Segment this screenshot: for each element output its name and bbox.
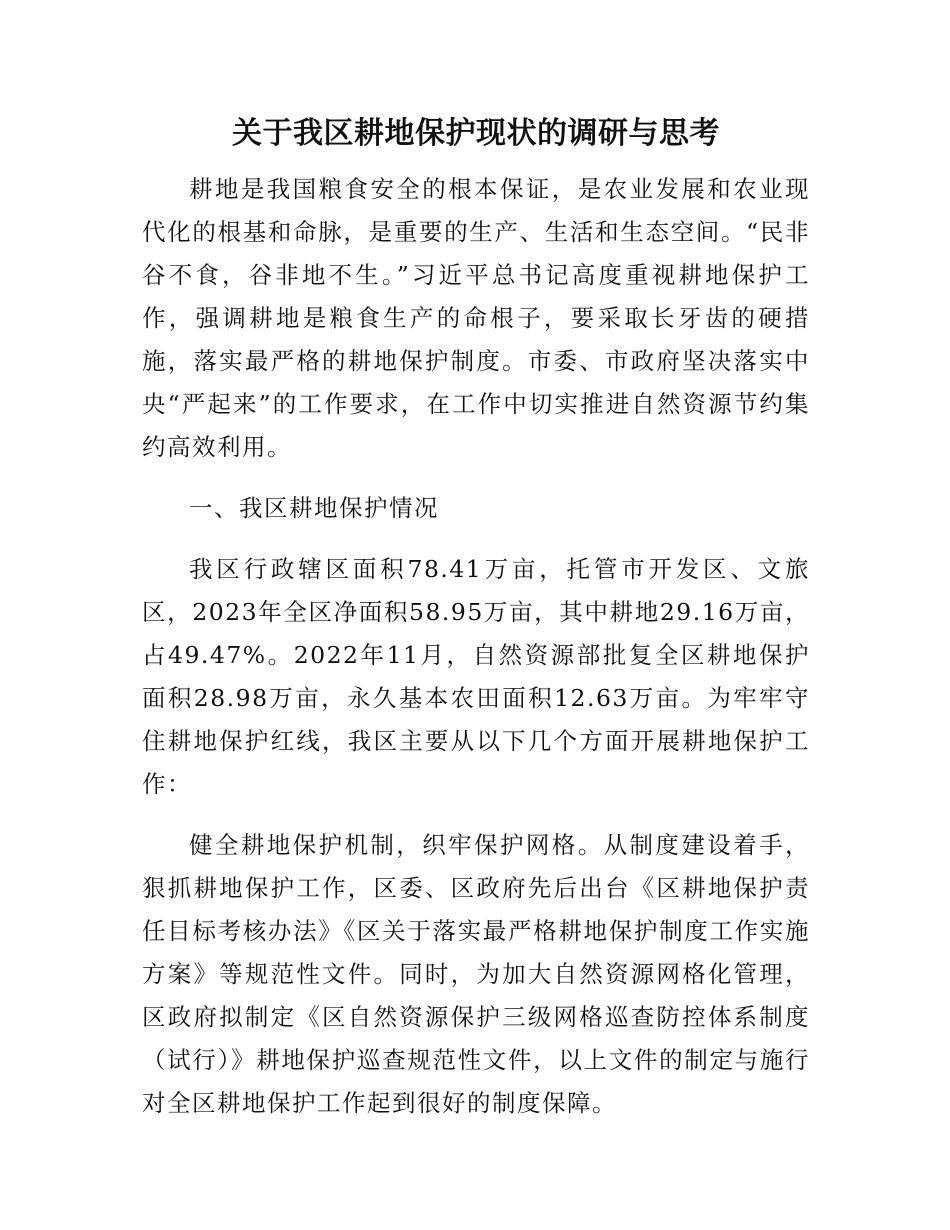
document-title: 关于我区耕地保护现状的调研与思考 xyxy=(232,116,720,151)
land-statistics-paragraph: 我区行政辖区面积78.41万亩，托管市开发区、文旅区，2023年全区净面积58.95万亩，其中耕地29.16万亩，占49.47%。2022年11月，自然资源部批复全区耕地保护面积28.98万亩，永久基本农田面积12.63万亩。为牢牢守住耕地保护红线，我区主要从以下几个方面开展耕地保护工作： xyxy=(142,555,810,798)
section-heading: 一、我区耕地保护情况 xyxy=(189,494,439,522)
document-body xyxy=(142,112,810,1143)
intro-paragraph: 耕地是我国粮食安全的根本保证，是农业发展和农业现代化的根基和命脉，是重要的生产、生活和生态空间。“民非谷不食，谷非地不生。”习近平总书记高度重视耕地保护工作，强调耕地是粮食生产的命根子，要采取长牙齿的硬措施，落实最严格的耕地保护制度。市委、市政府坚决落实中央“严起来”的工作要求，在工作中切实推进自然资源节约集约高效利用。 xyxy=(142,175,810,461)
protection-mechanism-paragraph: 健全耕地保护机制，织牢保护网格。从制度建设着手，狠抓耕地保护工作，区委、区政府先后出台《区耕地保护责任目标考核办法》《区关于落实最严格耕地保护制度工作实施方案》等规范性文件。同时，为加大自然资源网格化管理，区政府拟制定《区自然资源保护三级网格巡查防控体系制度（试行）》耕地保护巡查规范性文件，以上文件的制定与施行对全区耕地保护工作起到很好的制度保障。 xyxy=(142,831,810,1117)
